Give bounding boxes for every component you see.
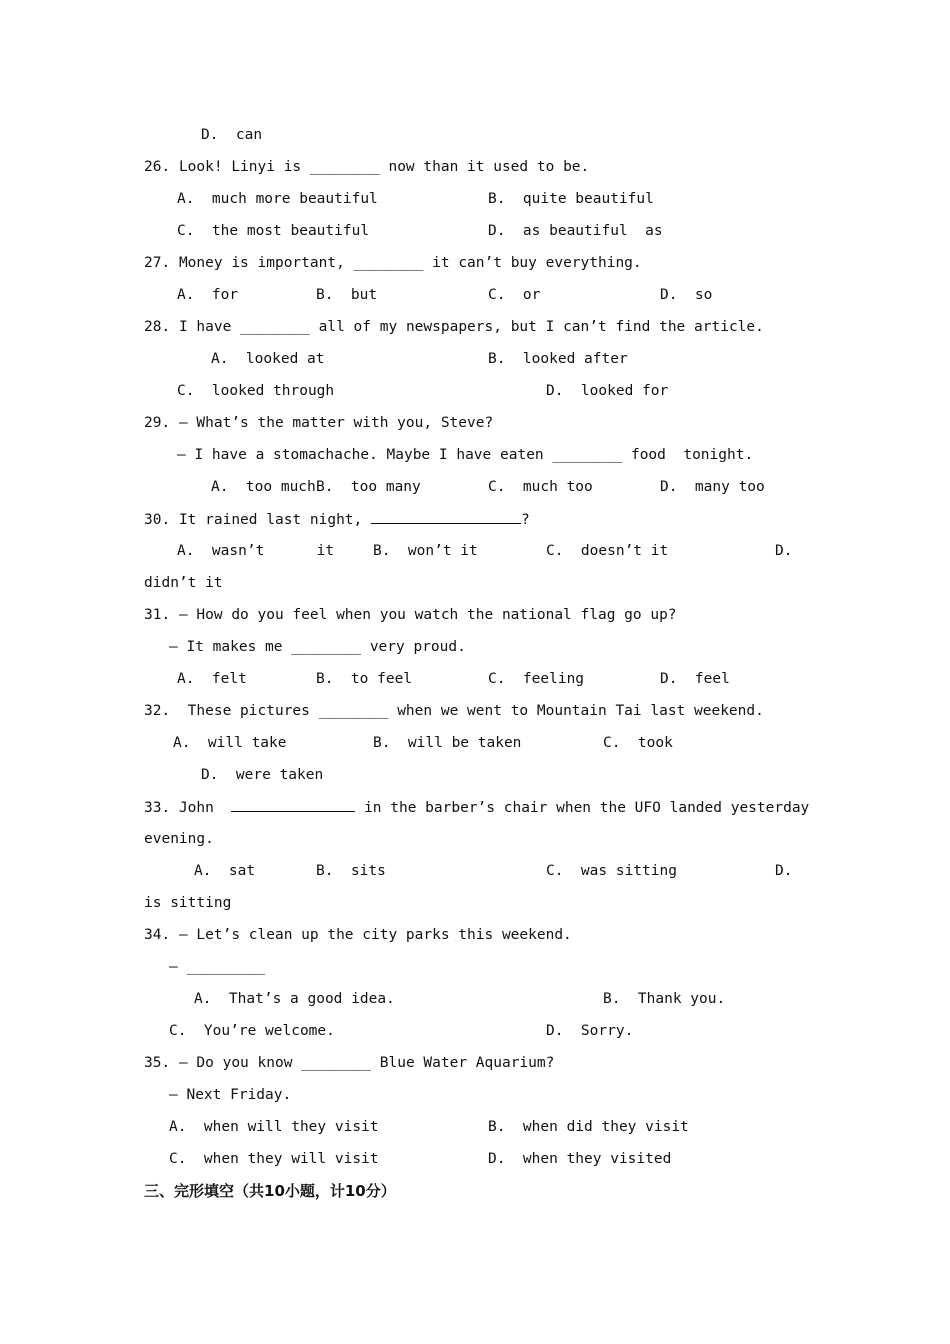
q31-option-a: A. felt: [177, 671, 247, 687]
question-26: [144, 158, 589, 176]
q27-number: 27.: [144, 255, 171, 271]
q35-option-d: D. when they visited: [488, 1151, 672, 1167]
q26-stem-end: now than it used to be.: [388, 159, 590, 175]
q29-option-d: D. many too: [660, 479, 765, 495]
q35-stem-start: — Do you know: [178, 1055, 293, 1071]
q30-blank-line: [371, 510, 521, 524]
q31-number: 31.: [144, 607, 171, 623]
q29-option-a: A. too much: [211, 479, 316, 495]
q29-line2-end: food tonight.: [630, 447, 754, 463]
q28-option-b: B. looked after: [488, 351, 628, 367]
q32-number: 32.: [144, 703, 171, 719]
q35-stem-end: Blue Water Aquarium?: [379, 1055, 555, 1071]
q35-blank: ________: [301, 1055, 372, 1071]
q30-question-mark: ?: [521, 512, 530, 528]
q35-option-c: C. when they will visit: [169, 1151, 379, 1167]
q26-option-d: D. as beautiful as: [488, 223, 663, 239]
q26-blank: ________: [309, 159, 380, 175]
q30-stem: It rained last night,: [178, 512, 363, 528]
q30-number: 30.: [144, 512, 171, 528]
q32-option-a: A. will take: [173, 735, 287, 751]
q29-blank: ________: [552, 447, 623, 463]
q32-blank: ________: [318, 703, 389, 719]
q34-option-c: C. You’re welcome.: [169, 1023, 335, 1039]
q35-line2: — Next Friday.: [169, 1087, 292, 1103]
question-34: [144, 926, 572, 944]
q28-option-c: C. looked through: [177, 383, 335, 399]
q30-option-b: B. won’t it: [373, 543, 478, 559]
q25-option-d: D. can: [201, 127, 263, 143]
q33-number: 33.: [144, 800, 171, 816]
q26-stem-start: Look! Linyi is: [178, 159, 302, 175]
q33-option-a: A. sat: [194, 863, 256, 879]
q29-line2-start: — I have a stomachache. Maybe I have eaten: [177, 447, 544, 463]
q27-blank: ________: [353, 255, 424, 271]
q34-option-b: B. Thank you.: [603, 991, 726, 1007]
q29-number: 29.: [144, 415, 171, 431]
question-30: [144, 510, 530, 529]
q34-line1: — Let’s clean up the city parks this weekend.: [178, 927, 572, 943]
q28-number: 28.: [144, 319, 171, 335]
q35-option-b: B. when did they visit: [488, 1119, 689, 1135]
q27-stem-end: it can’t buy everything.: [432, 255, 642, 271]
q35-number: 35.: [144, 1055, 171, 1071]
q32-option-d: D. were taken: [201, 767, 324, 783]
question-33: [144, 798, 809, 817]
q34-option-a: A. That’s a good idea.: [194, 991, 395, 1007]
q30-option-c: C. doesn’t it: [546, 543, 669, 559]
q31-line2-end: very proud.: [369, 639, 466, 655]
q31-line2-start: — It makes me: [169, 639, 283, 655]
q33-option-d: D.: [775, 863, 793, 879]
q27-option-d: D. so: [660, 287, 713, 303]
q33-option-d-continued: is sitting: [144, 895, 232, 911]
q28-blank: ________: [240, 319, 310, 335]
q26-option-c: C. the most beautiful: [177, 223, 370, 239]
q26-option-b: B. quite beautiful: [488, 191, 654, 207]
q34-dash: —: [169, 959, 178, 975]
question-29: [144, 414, 493, 432]
q30-option-d-continued: didn’t it: [144, 575, 223, 591]
q32-option-c: C. took: [603, 735, 673, 751]
q30-option-d: D.: [775, 543, 793, 559]
q31-option-c: C. feeling: [488, 671, 585, 687]
q29-option-c: C. much too: [488, 479, 593, 495]
q30-option-a: A. wasn’t it: [177, 543, 335, 559]
question-27: [144, 254, 642, 272]
q27-option-a: A. for: [177, 287, 239, 303]
q33-option-b: B. sits: [316, 863, 386, 879]
q31-blank: ________: [291, 639, 362, 655]
q28-stem-start: I have: [178, 319, 232, 335]
q29-option-b: B. too many: [316, 479, 421, 495]
q31-line1: — How do you feel when you watch the national flag go up?: [178, 607, 677, 623]
q33-stem-continued: evening.: [144, 831, 214, 847]
question-28: [144, 318, 764, 336]
q28-stem-end: all of my newspapers, but I can’t find the article.: [318, 319, 764, 335]
q31-option-b: B. to feel: [316, 671, 413, 687]
q33-option-c: C. was sitting: [546, 863, 677, 879]
section-3-heading: 三、完形填空（共10小题，计10分）: [144, 1182, 396, 1200]
q27-option-b: B. but: [316, 287, 378, 303]
q31-line2: [169, 638, 466, 656]
q28-option-a: A. looked at: [211, 351, 325, 367]
q34-number: 34.: [144, 927, 171, 943]
q34-option-d: D. Sorry.: [546, 1023, 634, 1039]
q32-stem-end: when we went to Mountain Tai last weekend.: [397, 703, 764, 719]
question-31: [144, 606, 677, 624]
q34-line2: [169, 958, 265, 976]
q27-stem-start: Money is important,: [178, 255, 345, 271]
q34-blank: _________: [186, 959, 266, 975]
q33-blank-line: [231, 798, 355, 812]
question-35: [144, 1054, 554, 1072]
q33-stem-end: in the barber’s chair when the UFO landed yesterday: [364, 800, 810, 816]
q26-option-a: A. much more beautiful: [177, 191, 378, 207]
q33-stem-start: John: [178, 800, 214, 816]
q26-number: 26.: [144, 159, 171, 175]
q35-option-a: A. when will they visit: [169, 1119, 379, 1135]
question-32: [144, 702, 764, 720]
q27-option-c: C. or: [488, 287, 541, 303]
q32-option-b: B. will be taken: [373, 735, 522, 751]
q31-option-d: D. feel: [660, 671, 730, 687]
q29-line2: [177, 446, 753, 464]
q32-stem-start: These pictures: [178, 703, 310, 719]
q28-option-d: D. looked for: [546, 383, 669, 399]
q29-line1: — What’s the matter with you, Steve?: [178, 415, 494, 431]
